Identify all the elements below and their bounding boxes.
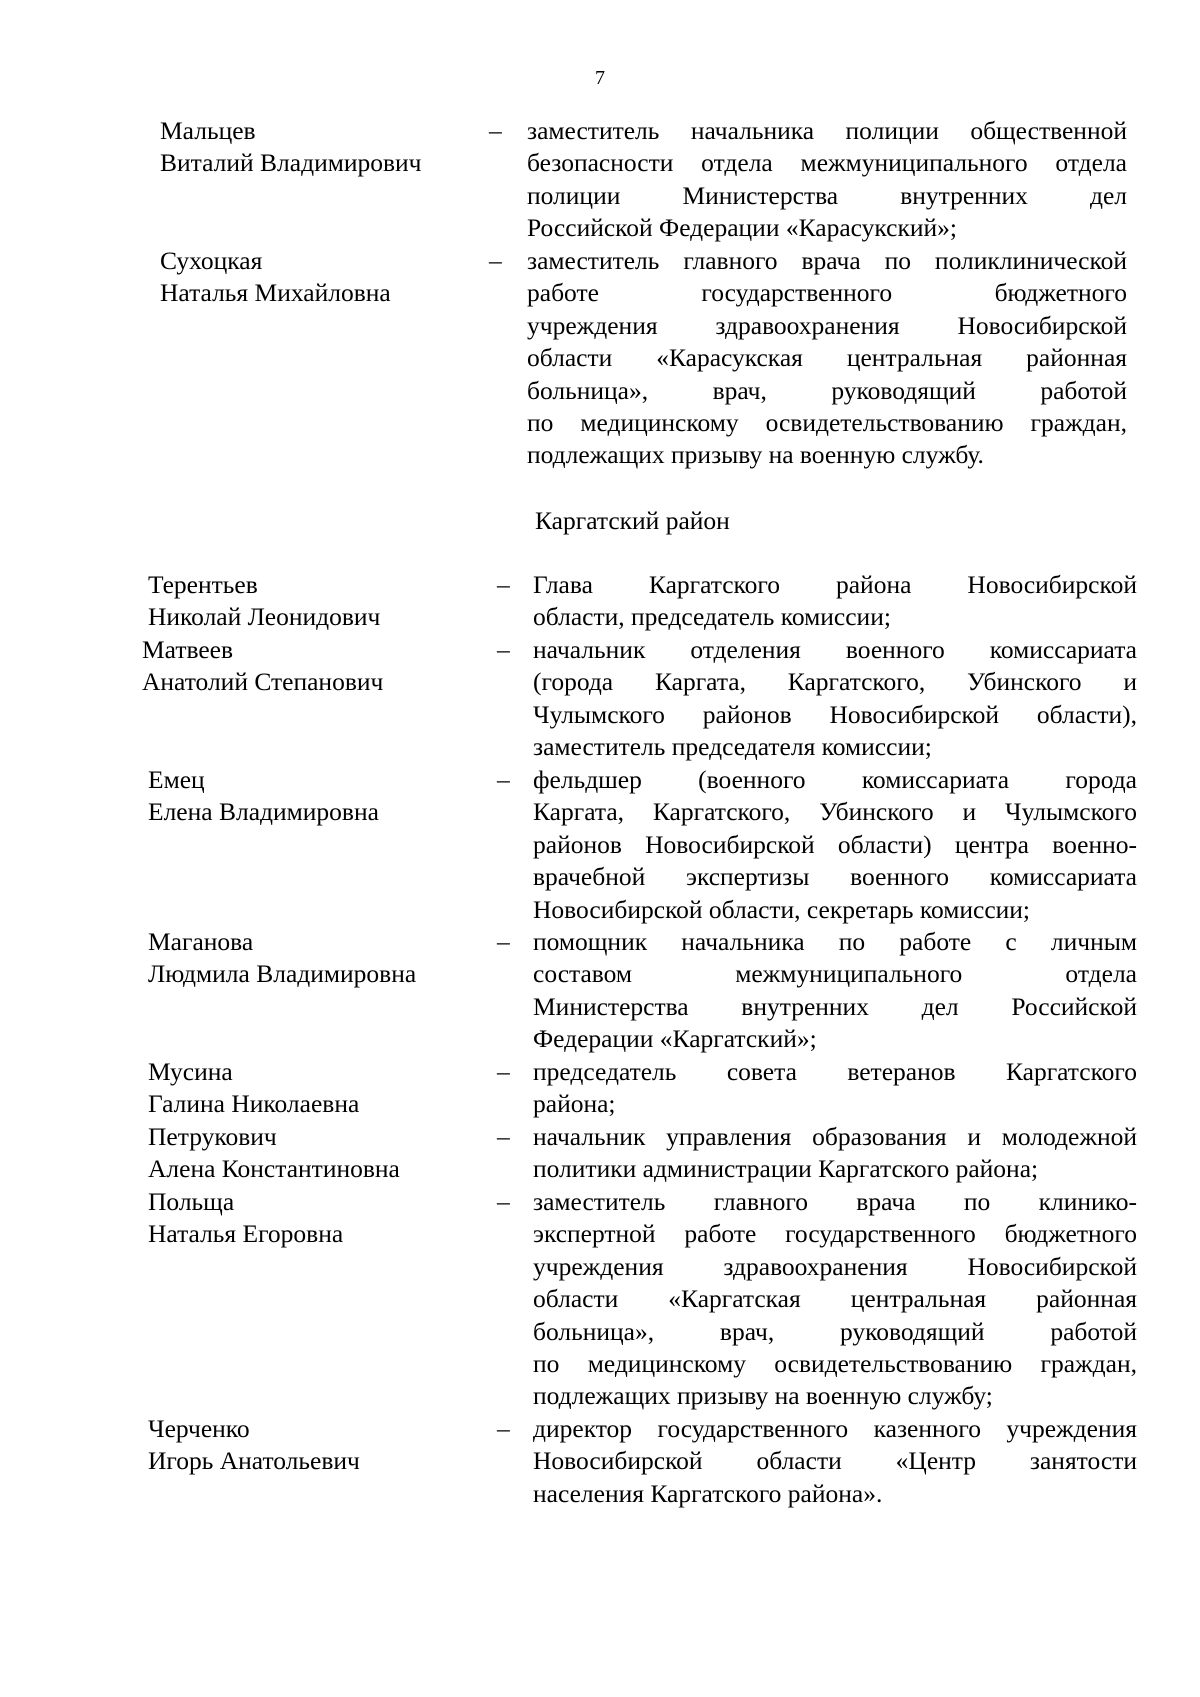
position-line: больница», врач, руководящий работой — [533, 1316, 1137, 1346]
member-name — [148, 1186, 343, 1251]
member-name — [148, 569, 380, 634]
member-position — [533, 634, 1137, 764]
position-line: по медицинскому освидетельствованию граждан, — [533, 1349, 1137, 1379]
member-surname: Мальцев — [160, 116, 256, 145]
position-line: заместитель начальника полиции общественной — [527, 116, 1127, 145]
position-line: составом межмуниципального отдела — [533, 959, 1137, 989]
member-position — [533, 1413, 1137, 1510]
member-surname: Мусина — [148, 1057, 233, 1086]
member-position — [533, 569, 1137, 634]
position-line: Новосибирской области, секретарь комиссии; — [533, 894, 1031, 924]
section-heading: Каргатский район — [535, 506, 730, 535]
position-line: области «Карасукская центральная районная — [527, 343, 1127, 373]
member-given-name: Николай Леонидович — [148, 602, 381, 632]
member-surname: Матвеев — [142, 635, 234, 664]
position-line: начальник отделения военного комиссариата — [533, 635, 1137, 664]
position-line: начальник управления образования и молодежной — [533, 1122, 1137, 1151]
member-name — [148, 1413, 360, 1478]
member-position — [533, 1056, 1137, 1121]
member-surname: Черченко — [148, 1414, 250, 1443]
position-line: директор государственного казенного учреждения — [533, 1414, 1137, 1443]
position-line: Каргата, Каргатского, Убинского и Чулымского — [533, 797, 1137, 827]
member-name — [148, 764, 379, 829]
position-line: Федерации «Каргатский»; — [533, 1024, 817, 1054]
position-line: политики администрации Каргатского района; — [533, 1154, 1039, 1184]
dash-separator: – — [497, 1057, 510, 1086]
position-line: заместитель председателя комиссии; — [533, 732, 932, 762]
member-position — [533, 1186, 1137, 1413]
position-line: заместитель главного врача по клинико- — [533, 1187, 1137, 1216]
member-name — [148, 926, 416, 991]
member-given-name: Анатолий Степанович — [142, 667, 384, 697]
member-position — [527, 245, 1127, 472]
member-name — [160, 245, 391, 310]
position-line: области «Каргатская центральная районная — [533, 1284, 1137, 1314]
dash-separator: – — [497, 635, 510, 664]
position-line: подлежащих призыву на военную службу. — [527, 440, 984, 470]
position-line: Российской Федерации «Карасукский»; — [527, 213, 957, 243]
member-given-name: Игорь Анатольевич — [148, 1446, 360, 1476]
position-line: Министерства внутренних дел Российской — [533, 991, 1137, 1021]
member-given-name: Елена Владимировна — [148, 797, 379, 827]
member-given-name: Людмила Владимировна — [148, 959, 417, 989]
position-line: Новосибирской области «Центр занятости — [533, 1446, 1137, 1476]
member-position — [533, 926, 1137, 1056]
member-given-name: Наталья Михайловна — [160, 278, 391, 308]
position-line: председатель совета ветеранов Каргатского — [533, 1057, 1137, 1086]
position-line: по медицинскому освидетельствованию граждан, — [527, 408, 1127, 438]
dash-separator: – — [497, 570, 510, 599]
member-surname: Сухоцкая — [160, 246, 263, 275]
position-line: полиции Министерства внутренних дел — [527, 180, 1127, 210]
member-position — [533, 1121, 1137, 1186]
position-line: учреждения здравоохранения Новосибирской — [533, 1251, 1137, 1281]
member-given-name: Виталий Владимирович — [160, 148, 422, 178]
dash-separator: – — [497, 1414, 510, 1443]
position-line: безопасности отдела межмуниципального отдела — [527, 148, 1127, 178]
position-line: заместитель главного врача по поликлинической — [527, 246, 1127, 275]
position-line: помощник начальника по работе с личным — [533, 927, 1137, 956]
position-line: населения Каргатского района». — [533, 1478, 883, 1508]
dash-separator: – — [497, 765, 510, 794]
position-line: района; — [533, 1089, 616, 1119]
position-line: экспертной работе государственного бюджетного — [533, 1219, 1137, 1249]
position-line: области, председатель комиссии; — [533, 602, 891, 632]
position-line: работе государственного бюджетного — [527, 278, 1127, 308]
member-position — [527, 115, 1127, 245]
position-line: фельдшер (военного комиссариата города — [533, 765, 1137, 794]
dash-separator: – — [497, 927, 510, 956]
position-line: учреждения здравоохранения Новосибирской — [527, 310, 1127, 340]
dash-separator: – — [489, 116, 502, 145]
member-surname: Маганова — [148, 927, 254, 956]
member-name — [148, 1121, 400, 1186]
position-line: (города Каргата, Каргатского, Убинского и — [533, 667, 1137, 697]
dash-separator: – — [497, 1122, 510, 1151]
dash-separator: – — [497, 1187, 510, 1216]
member-surname: Емец — [148, 765, 205, 794]
member-name — [160, 115, 422, 180]
position-line: Чулымского районов Новосибирской области), — [533, 699, 1137, 729]
member-surname: Терентьев — [148, 570, 258, 599]
member-given-name: Галина Николаевна — [148, 1089, 360, 1119]
position-line: подлежащих призыву на военную службу; — [533, 1381, 993, 1411]
position-line: Глава Каргатского района Новосибирской — [533, 570, 1137, 599]
member-given-name: Алена Константиновна — [148, 1154, 400, 1184]
member-name — [148, 1056, 359, 1121]
member-position — [533, 764, 1137, 926]
dash-separator: – — [489, 246, 502, 275]
member-name — [142, 634, 383, 699]
member-surname: Петрукович — [148, 1122, 277, 1151]
member-surname: Польща — [148, 1187, 235, 1216]
position-line: врачебной экспертизы военного комиссариата — [533, 862, 1137, 892]
position-line: районов Новосибирской области) центра военно- — [533, 829, 1137, 859]
position-line: больница», врач, руководящий работой — [527, 375, 1127, 405]
member-given-name: Наталья Егоровна — [148, 1219, 344, 1249]
page-number: 7 — [595, 67, 605, 89]
